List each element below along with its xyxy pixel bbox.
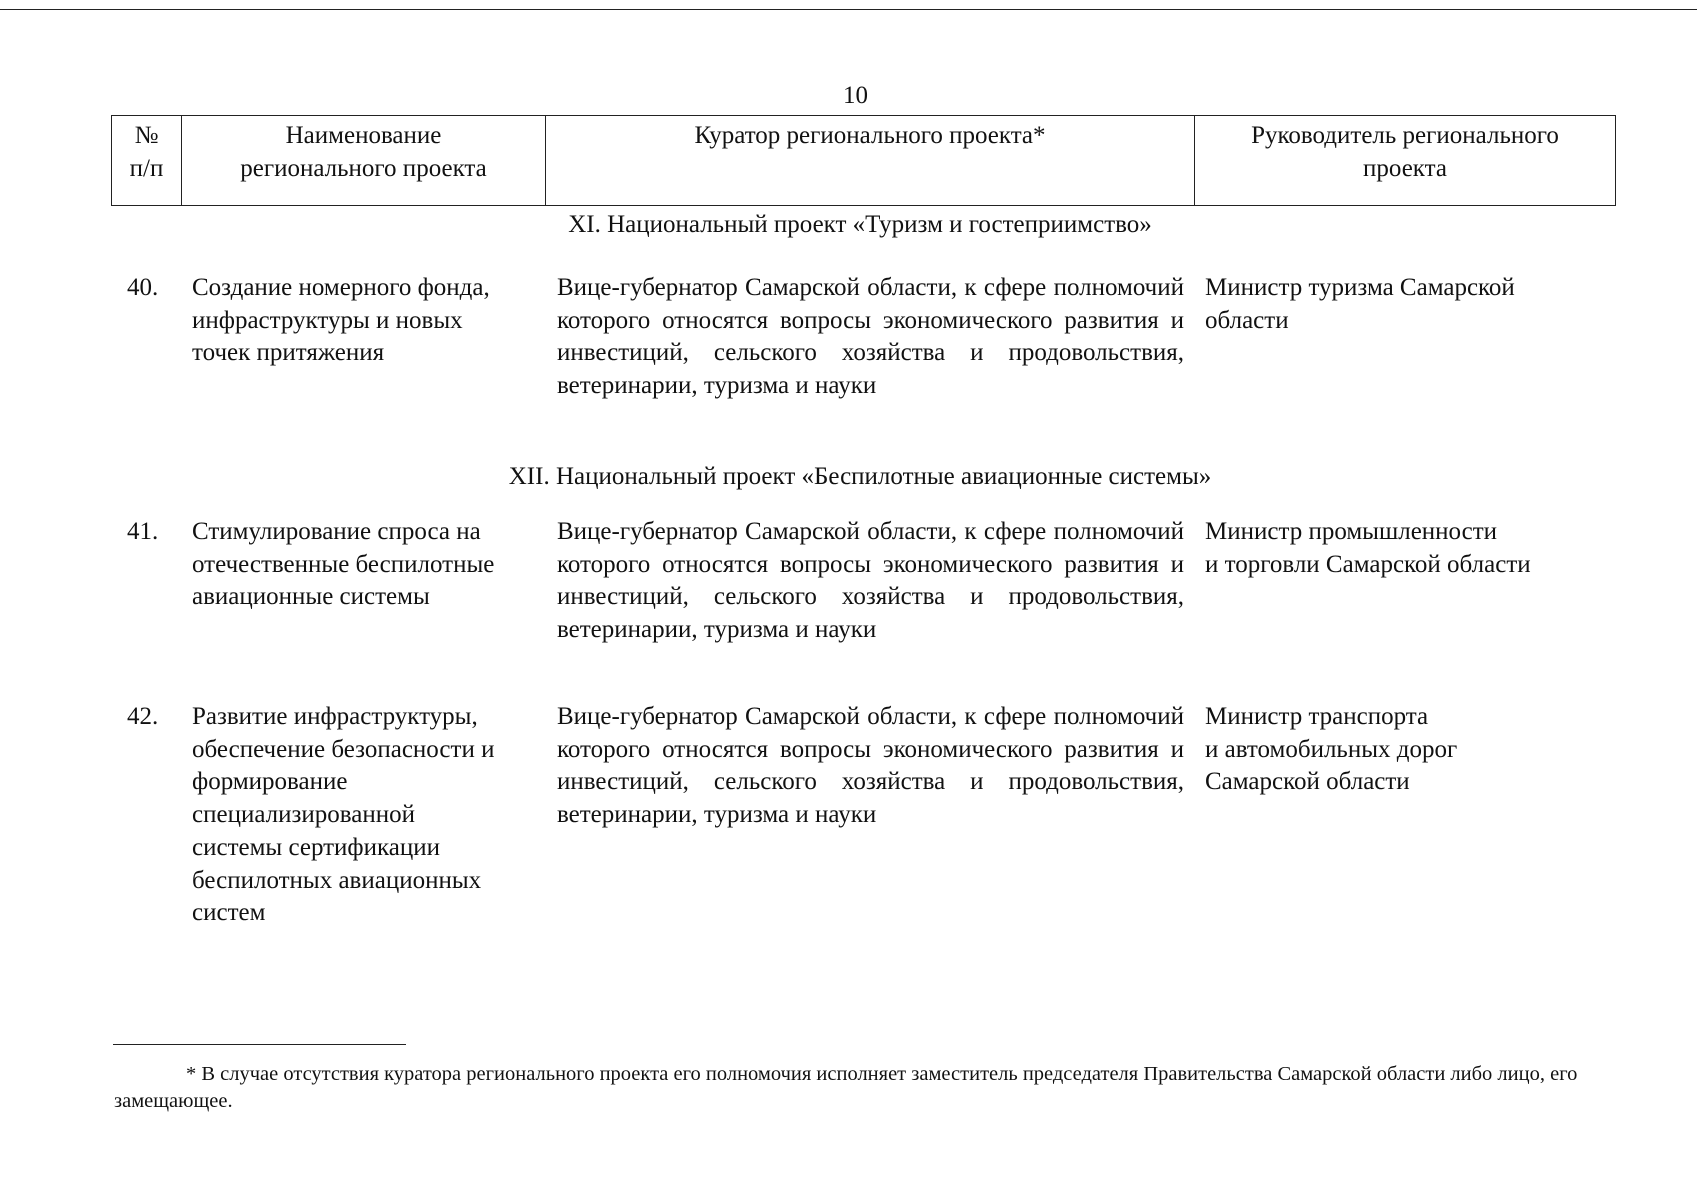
row-project-head: Министр транспорта и автомобильных дорог Самарской области: [1205, 703, 1458, 796]
row-project-head: Министр промышленности и торговли Самарской области: [1205, 518, 1531, 578]
header-project-head: Руководитель регионального проекта: [1251, 122, 1559, 182]
section-title-tourism: XI. Национальный проект «Туризм и гостеприимство»: [568, 211, 1152, 238]
row-number: 40.: [127, 274, 159, 301]
row-curator: Вице-губернатор Самарской области, к сфере полномочий которого относятся вопросы экономического развития и инвестиций, сельского хозяйства и продовольствия, ветеринарии, туризма и науки: [557, 274, 1184, 400]
row-curator: Вице-губернатор Самарской области, к сфере полномочий которого относятся вопросы экономического развития и инвестиций, сельского хозяйства и продовольствия, ветеринарии, туризма и науки: [557, 518, 1184, 644]
top-border-line: [0, 9, 1697, 10]
row-project-name: Стимулирование спроса на отечественные беспилотные авиационные системы: [192, 518, 495, 611]
page-number: 10: [843, 82, 868, 109]
footnote-separator: [113, 1044, 406, 1045]
row-project-name: Создание номерного фонда, инфраструктуры и новых точек притяжения: [192, 274, 490, 367]
footnote: * В случае отсутствия куратора регионального проекта его полномочия исполняет заместитель председателя Правительства Самарской области либо лицо, его замещающее.: [114, 1063, 1578, 1112]
row-project-name: Развитие инфраструктуры, обеспечение безопасности и формирование специализированной системы сертификации беспилотных авиационных систем: [192, 703, 495, 927]
header-curator: Куратор регионального проекта*: [546, 116, 1195, 205]
row-curator: Вице-губернатор Самарской области, к сфере полномочий которого относятся вопросы экономического развития и инвестиций, сельского хозяйства и продовольствия, ветеринарии, туризма и науки: [557, 703, 1184, 829]
header-number: № п/п: [112, 116, 182, 205]
table-header: [111, 115, 1616, 206]
row-number: 42.: [127, 703, 159, 730]
header-project-name: Наименование регионального проекта: [182, 116, 546, 205]
section-title-drones: XII. Национальный проект «Беспилотные авиационные системы»: [508, 463, 1212, 490]
row-number: 41.: [127, 518, 159, 545]
row-project-head: Министр туризма Самарской области: [1205, 274, 1515, 334]
